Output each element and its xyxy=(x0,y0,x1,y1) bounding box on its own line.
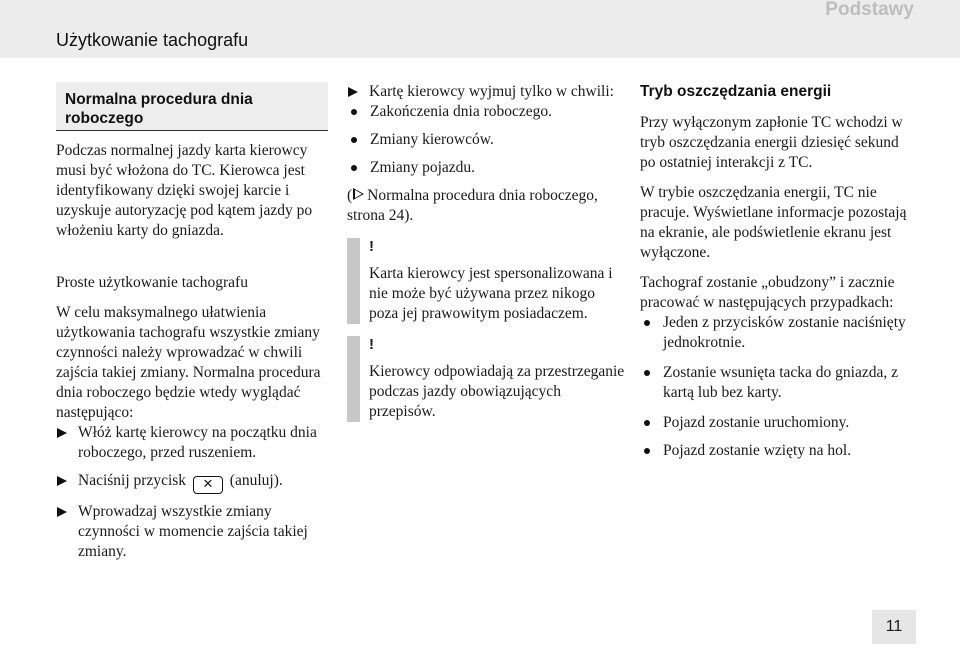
notice-bar xyxy=(347,238,360,324)
dot-bullet-icon xyxy=(644,448,650,454)
dot-bullet-icon xyxy=(351,109,357,115)
list-item: Wprowadzaj wszystkie zmiany czynności w momencie zajścia takiej zmiany. xyxy=(56,502,328,562)
notice-bar xyxy=(347,336,360,422)
paragraph: Tachograf zostanie „obudzony” i zacznie pracować w następujących przypadkach: xyxy=(640,274,895,311)
notice-box xyxy=(347,238,625,324)
warning-icon: ! xyxy=(369,238,374,255)
warning-icon: ! xyxy=(369,336,374,353)
header-section-title: Podstawy xyxy=(825,0,914,20)
intro-paragraph: Podczas normalnej jazdy karta kierowcy musi być włożona do TC. Kierowca jest identyfikowany dzięki swojej karcie i uzyskuje autoryzację pod kątem jazdy po włożeniu karty do gniazda. xyxy=(56,142,313,239)
list-item: Pojazd zostanie wzięty na hol. xyxy=(640,441,912,461)
cancel-key-icon: ✕ xyxy=(193,476,223,494)
dot-bullet-icon xyxy=(351,137,357,143)
dot-bullet-icon xyxy=(351,165,357,171)
remove-reasons-list xyxy=(347,102,625,178)
wake-cases-list xyxy=(640,313,912,461)
header-chapter-title: Użytkowanie tachografu xyxy=(56,30,249,50)
column-middle xyxy=(347,82,625,422)
list-item: Pojazd zostanie uruchomiony. xyxy=(640,413,912,433)
list-item: Jeden z przycisków zostanie naciśnięty jednokrotnie. xyxy=(640,313,912,353)
notice-text: Karta kierowcy jest spersonalizowana i nie może być używana przez nikogo poza jej prawowitym posiadaczem. xyxy=(369,265,613,322)
dot-bullet-icon xyxy=(644,320,650,326)
list-item: Naciśnij przycisk ✕ (anuluj). xyxy=(56,471,328,494)
list-item: Zmiany pojazdu. xyxy=(347,158,625,178)
list-item: Zakończenia dnia roboczego. xyxy=(347,102,625,122)
list-item: Zmiany kierowców. xyxy=(347,130,625,150)
page-number: 11 xyxy=(872,610,916,644)
cross-reference[interactable]: ( Normalna procedura dnia roboczego, strona 24). xyxy=(347,187,598,224)
list-item: Zostanie wsunięta tacka do gniazda, z kartą lub bez karty. xyxy=(640,363,912,403)
list-item: Kartę kierowcy wyjmuj tylko w chwili: xyxy=(347,82,625,102)
arrow-bullet-icon xyxy=(57,428,67,438)
reference-arrow-icon xyxy=(353,188,364,200)
dot-bullet-icon xyxy=(644,370,650,376)
arrow-bullet-icon xyxy=(57,507,67,517)
header-band xyxy=(0,0,960,58)
section-heading: Tryb oszczędzania energii xyxy=(640,83,832,100)
arrow-bullet-icon xyxy=(348,87,358,97)
paragraph: Przy wyłączonym zapłonie TC wchodzi w tryb oszczędzania energii dziesięć sekund po ostatniej interakcji z TC. xyxy=(640,114,903,171)
column-right xyxy=(640,82,912,461)
notice-box xyxy=(347,336,625,422)
remove-card-list xyxy=(347,82,625,102)
notice-text: Kierowcy odpowiadają za przestrzeganie podczas jazdy obowiązujących przepisów. xyxy=(369,363,625,420)
paragraph: W trybie oszczędzania energii, TC nie pracuje. Wyświetlane informacje pozostają na ekranie, ale podświetlenie ekranu jest wyłączone. xyxy=(640,184,907,261)
section-heading: Normalna procedura dnia roboczego xyxy=(56,82,328,131)
body-paragraph: W celu maksymalnego ułatwienia użytkowania tachografu wszystkie zmiany czynności należy wprowadzać w chwili zajścia takiej zmiany. Normalna procedura dnia roboczego będzie wtedy wyglądać następująco: xyxy=(56,304,321,421)
steps-list xyxy=(56,423,328,562)
column-left xyxy=(56,82,328,562)
dot-bullet-icon xyxy=(644,420,650,426)
list-item: Włóż kartę kierowcy na początku dnia roboczego, przed ruszeniem. xyxy=(56,423,328,463)
subheading: Proste użytkowanie tachografu xyxy=(56,274,248,291)
arrow-bullet-icon xyxy=(57,476,67,486)
